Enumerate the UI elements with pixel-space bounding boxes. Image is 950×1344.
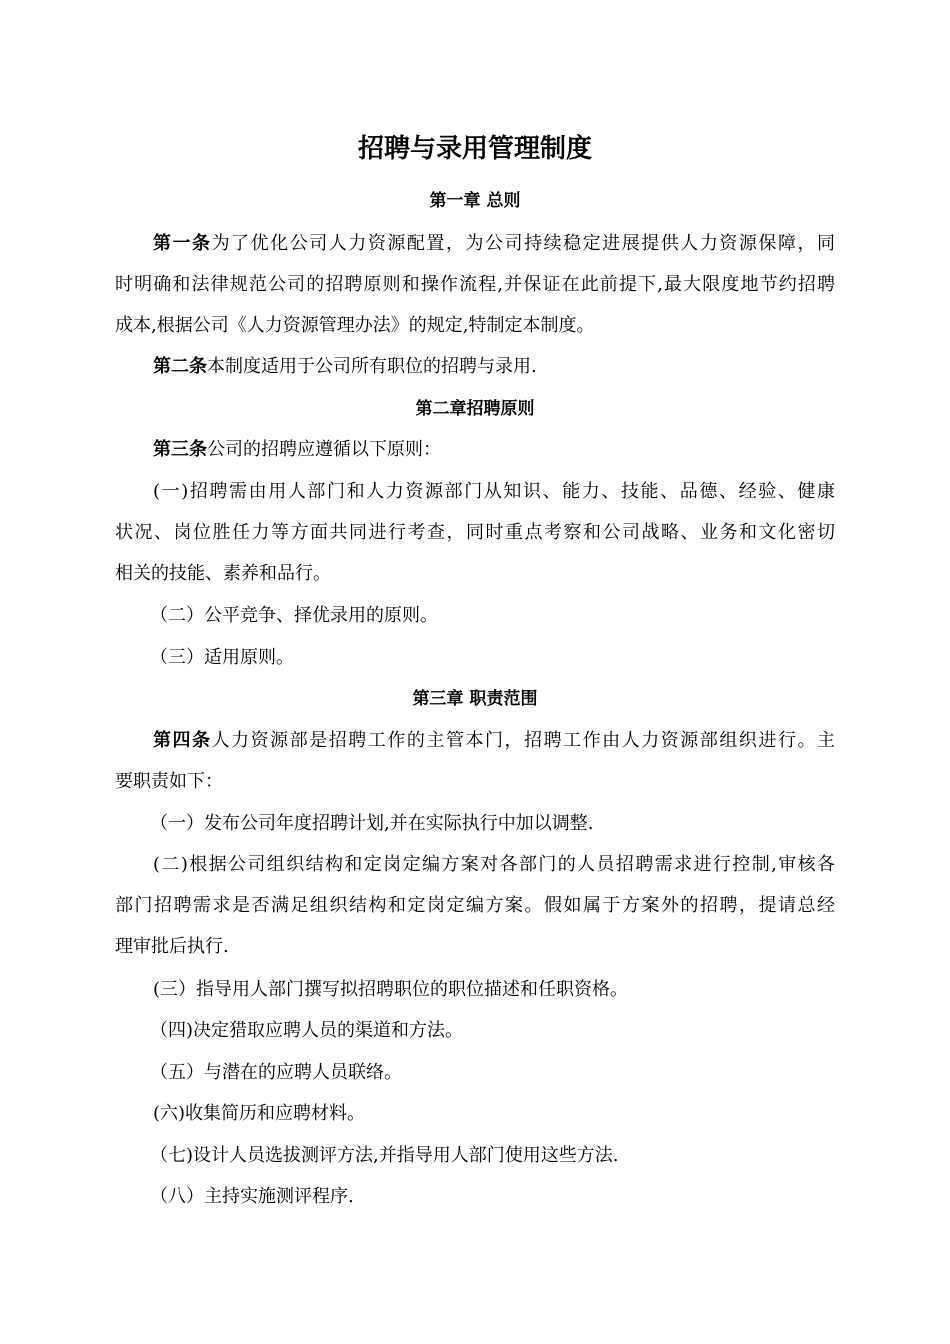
principle-3: （三）适用原则。	[150, 647, 294, 668]
duty-8: （八）主持实施测评程序.	[150, 1186, 354, 1207]
duty-4: （四)决定猎取应聘人员的渠道和方法。	[150, 1020, 464, 1041]
article-4-line-1: 第四条人力资源部是招聘工作的主管本门，招聘工作由人力资源部组织进行。主	[153, 730, 836, 751]
duty-7: （七)设计人员选拔测评方法,并指导用人部门使用这些方法.	[150, 1145, 619, 1166]
principle-1-line-1: (一)招聘需由用人部门和人力资源部门从知识、能力、技能、品德、经验、健康	[153, 481, 835, 502]
article-3-label: 第三条	[153, 439, 207, 460]
duty-3: (三）指导用人部门撰写拟招聘职位的职位描述和任职资格。	[153, 979, 629, 1000]
duty-6: (六)收集简历和应聘材料。	[153, 1103, 366, 1124]
duty-2	[115, 844, 835, 967]
chapter-1-heading: 第一章 总则	[429, 191, 521, 211]
article-1-label: 第一条	[153, 233, 212, 254]
article-2: 第二条本制度适用于公司所有职位的招聘与录用.	[153, 356, 537, 377]
chapter-2-heading: 第二章招聘原则	[415, 399, 535, 419]
article-4-label: 第四条	[153, 730, 212, 751]
article-1	[115, 223, 835, 346]
principle-1-line-3: 相关的技能、素养和品行。	[115, 563, 331, 584]
duty-2-line-2: 部门招聘需求是否满足组织结构和定岗定编方案。假如属于方案外的招聘，提请总经	[115, 895, 835, 916]
article-4-line-2: 要职责如下：	[115, 771, 223, 792]
duty-1: （一）发布公司年度招聘计划,并在实际执行中加以调整.	[150, 813, 594, 834]
principle-1	[115, 471, 835, 594]
article-2-label: 第二条	[153, 356, 207, 377]
article-1-line-1: 第一条为了优化公司人力资源配置，为公司持续稳定进展提供人力资源保障，同	[153, 233, 836, 254]
article-3: 第三条公司的招聘应遵循以下原则：	[153, 439, 441, 460]
duty-2-line-1: (二)根据公司组织结构和定岗定编方案对各部门的人员招聘需求进行控制,审核各	[153, 854, 835, 875]
principle-1-line-2: 状况、岗位胜任力等方面共同进行考查，同时重点考察和公司战略、业务和文化密切	[115, 522, 835, 543]
document-title: 招聘与录用管理制度	[357, 134, 592, 164]
duty-2-line-3: 理审批后执行.	[115, 936, 229, 957]
duty-5: （五）与潜在的应聘人员联络。	[150, 1062, 402, 1083]
article-1-line-2: 时明确和法律规范公司的招聘原则和操作流程,并保证在此前提下,最大限度地节约招聘	[115, 274, 835, 295]
article-1-line-3: 成本,根据公司《人力资源管理办法》的规定,特制定本制度。	[115, 315, 595, 336]
principle-2: （二）公平竞争、择优录用的原则。	[150, 605, 438, 626]
chapter-3-heading: 第三章 职责范围	[412, 689, 538, 709]
article-4	[115, 720, 835, 802]
